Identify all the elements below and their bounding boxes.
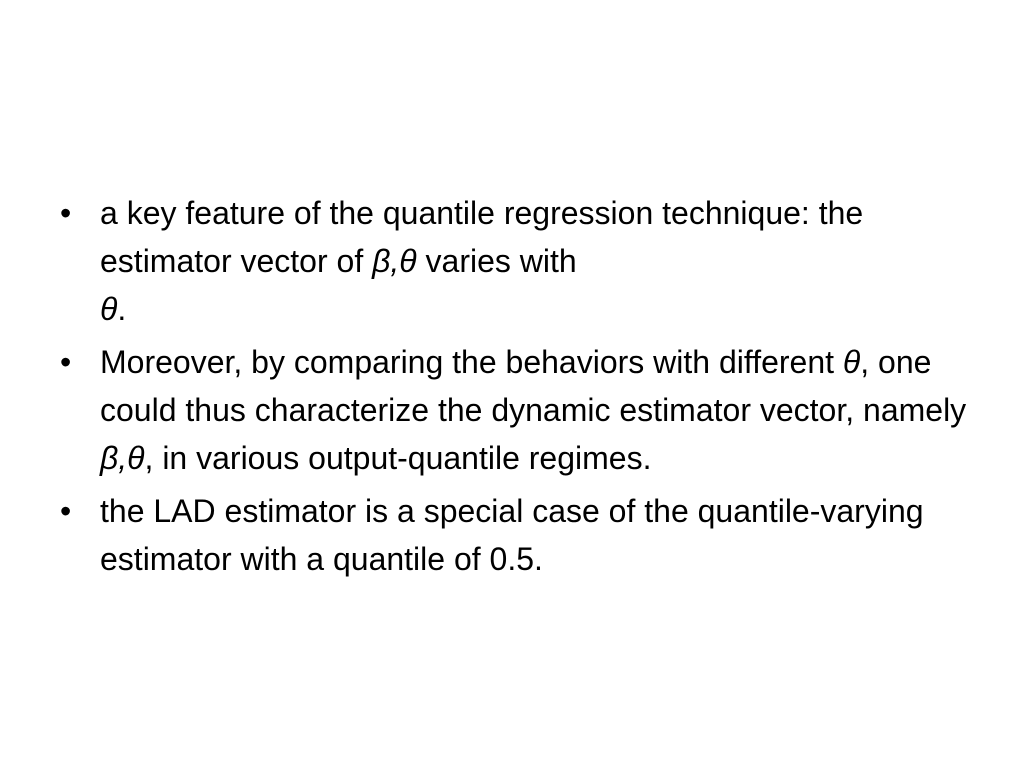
math-symbol: β,θ — [100, 440, 145, 476]
text-segment: . — [117, 291, 127, 327]
bullet-list — [58, 189, 968, 588]
bullet-dot-icon: • — [60, 344, 72, 380]
bullet-item — [58, 487, 968, 583]
bullet-item — [58, 338, 968, 482]
bullet-dot-icon: • — [60, 195, 72, 231]
math-symbol: θ — [842, 344, 861, 380]
text-segment: Moreover, by comparing the behaviors with different — [100, 344, 843, 380]
text-segment: , in various output-quantile regimes. — [144, 440, 652, 476]
text-segment: a key feature of the quantile regression technique: the estimator vector of — [100, 195, 864, 279]
bullet-item — [58, 189, 968, 333]
text-segment: varies with — [416, 243, 577, 279]
text-segment: the LAD estimator is a special case of the quantile-varying estimator with a quantile of 0.5. — [100, 493, 924, 577]
bullet-dot-icon: • — [60, 493, 72, 529]
math-symbol: θ — [100, 291, 118, 327]
text-segment: , one could thus characterize the dynamic estimator vector, namely — [100, 344, 967, 428]
math-symbol: β,θ — [372, 243, 417, 279]
